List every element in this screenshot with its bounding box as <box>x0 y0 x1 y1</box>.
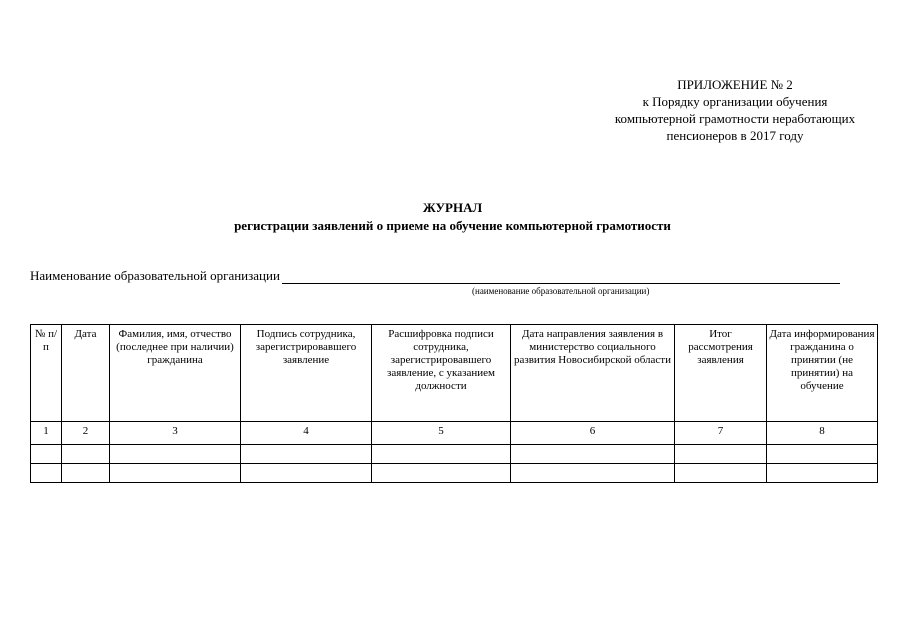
table-cell[interactable] <box>372 464 511 483</box>
table-row <box>31 445 878 464</box>
table-cell[interactable] <box>110 464 241 483</box>
column-number-row <box>31 422 878 445</box>
table-cell[interactable] <box>241 464 372 483</box>
organization-hint: (наименование образовательной организации) <box>472 286 650 296</box>
column-number: 5 <box>372 422 511 445</box>
organization-label: Наименование образовательной организации <box>30 268 280 283</box>
organization-fill-line[interactable] <box>282 269 840 284</box>
column-header-signature: Подпись сотрудника, зарегистрировавшего заявление <box>241 325 372 422</box>
column-header-date: Дата <box>62 325 110 422</box>
organization-line <box>30 268 840 284</box>
column-header-send-date: Дата направления заявления в министерство социального развития Новосибирской области <box>511 325 675 422</box>
document-subtitle: регистрации заявлений о приеме на обучение компьютерной грамотиости <box>234 218 671 233</box>
column-header-number: № п/п <box>31 325 62 422</box>
column-header-result: Итог рассмотрения заявления <box>675 325 767 422</box>
column-number: 2 <box>62 422 110 445</box>
column-header-full-name: Фамилия, имя, отчество (последнее при наличии) гражданина <box>110 325 241 422</box>
column-header-inform-date: Дата информирования гражданина о принятии (не принятии) на обучение <box>767 325 878 422</box>
column-number: 8 <box>767 422 878 445</box>
table-cell[interactable] <box>675 445 767 464</box>
appendix-block <box>560 76 905 144</box>
appendix-line: к Порядку организации обучения <box>642 94 828 109</box>
appendix-line: пенсионеров в 2017 году <box>666 128 804 143</box>
table-cell[interactable] <box>31 464 62 483</box>
column-number: 4 <box>241 422 372 445</box>
table-cell[interactable] <box>511 445 675 464</box>
column-number: 3 <box>110 422 241 445</box>
column-number: 1 <box>31 422 62 445</box>
appendix-line: компьютерной грамотности неработающих <box>614 111 856 126</box>
table-cell[interactable] <box>767 464 878 483</box>
table-cell[interactable] <box>511 464 675 483</box>
table-cell[interactable] <box>110 445 241 464</box>
table-header-row <box>31 325 878 422</box>
document-title: ЖУРНАЛ <box>422 200 483 215</box>
table-cell[interactable] <box>767 445 878 464</box>
column-number: 7 <box>675 422 767 445</box>
table-cell[interactable] <box>241 445 372 464</box>
table-cell[interactable] <box>31 445 62 464</box>
document-heading <box>0 199 905 235</box>
column-number: 6 <box>511 422 675 445</box>
column-header-signature-decoding: Расшифровка подписи сотрудника, зарегистрировавшего заявление, с указанием должности <box>372 325 511 422</box>
table-cell[interactable] <box>372 445 511 464</box>
table-cell[interactable] <box>675 464 767 483</box>
table-row <box>31 464 878 483</box>
table-cell[interactable] <box>62 464 110 483</box>
journal-table <box>30 324 878 483</box>
appendix-line: ПРИЛОЖЕНИЕ № 2 <box>677 77 793 92</box>
table-cell[interactable] <box>62 445 110 464</box>
